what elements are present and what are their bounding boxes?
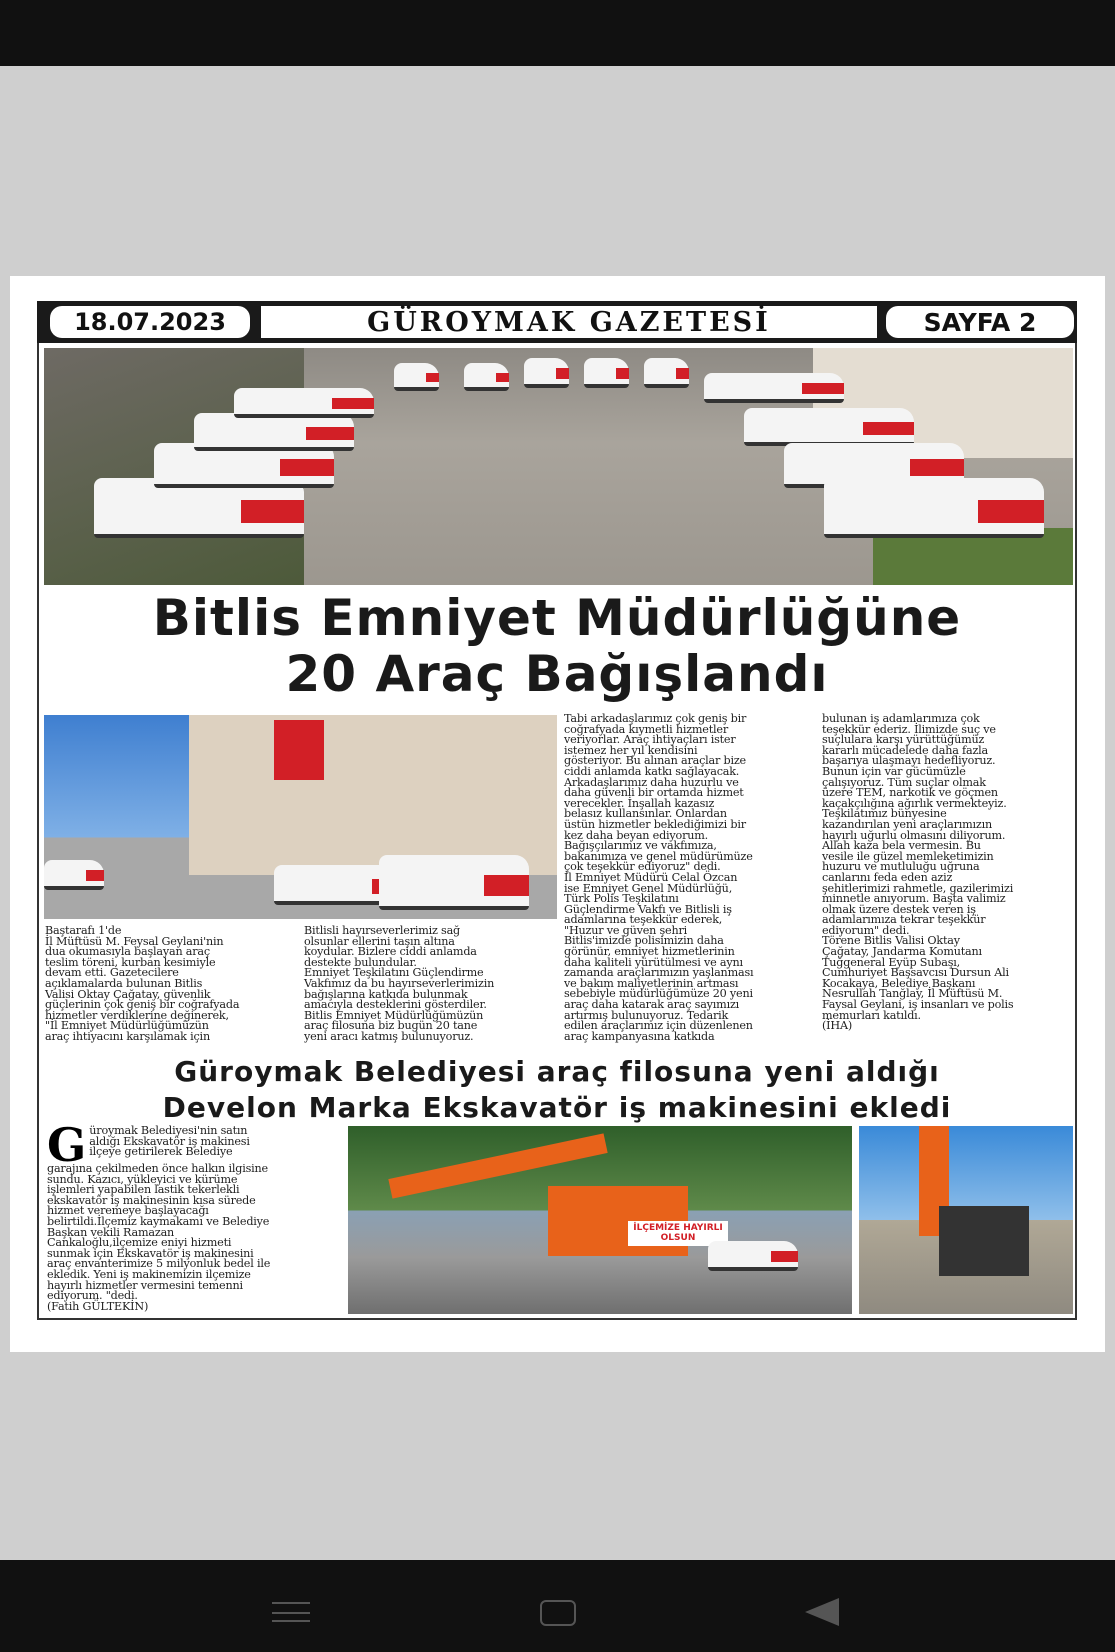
excavator-closeup-photo [859,1126,1073,1314]
navigation-bar [0,1560,1115,1652]
article1-col1: Baştarafı 1'de İl Müftüsü M. Feysal Geylani'nin dua okumasıyla başlayan araç teslim töreni, kurban kesimiyle devam etti. Gazetecilere açıklamalarda bulunan Bitlis Valisi Oktay Çağatay, güvenlik güçlerinin çok geniş bir coğrafyada hizmetler verdiklerine değinerek, "İl Emniyet Müdürlüğümüzün araç ihtiyacını karşılamak için [45,924,240,1043]
headline-1 [40,590,1074,702]
masthead [37,301,1077,343]
headline-2-line1: Güroymak Belediyesi araç filosuna yeni aldığı [174,1055,940,1088]
back-icon[interactable] [805,1598,839,1626]
issue-date: 18.07.2023 [50,306,250,338]
drop-cap: G [47,1118,87,1172]
excavator-photo [348,1126,852,1314]
home-icon[interactable] [540,1600,576,1626]
article1-col2: Bitlisli hayırseverlerimiz sağ olsunlar ellerini taşın altına koydular. Bizlere ciddi anlamda destekte bulundular. Emniyet Teşkilatını Güçlendirme Vakfımız da bu hayırseverlerimizin bağışlarına katkıda bulunmak amacıyla desteklerini gösterdiler. Bitlis Emniyet Müdürlüğümüzün araç filosuna biz bugün 20 tane yeni aracı katmış bulunuyoruz. [304,924,495,1043]
menu-icon[interactable] [272,1602,310,1622]
banner: İLÇEMİZE HAYIRLI OLSUN [628,1221,728,1246]
article2-text: garajına çekilmeden önce halkın ilgisine sundu. Kazıcı, yükleyici ve kürüme işlemleri yapabilen lastik tekerlekli ekskavatör iş makinesinin kısa sürede hizmet veremeye başlayacağı belirtildi.İlçemiz kaymakamı ve Belediye Başkan vekili Ramazan Cankaloğlu,ilçemize eniyi hizmeti sunmak için Ekskavatör iş makinesini araç envanterimize 5 milyonluk bedel ile ekledik. Yeni iş makinemizin ilçemize hayırlı hizmetler vermesini temenni ediyorum. "dedi. (Fatih GÜLTEKİN) [47,1162,271,1313]
status-bar [0,0,1115,66]
police-cars-photo [44,348,1073,585]
headline-1-line2: 20 Araç Bağışlandı [285,645,829,703]
police-building-photo [44,715,557,919]
article2-first-lines: üroymak Belediyesi'nin satın aldığı Ekskavatör iş makinesi ilçeye getirilerek Belediye [89,1124,250,1159]
newspaper-title: GÜROYMAK GAZETESİ [261,306,877,338]
article2-body [47,1118,347,1313]
page-number: SAYFA 2 [886,306,1074,338]
article1-col3: Tabi arkadaşlarımız çok geniş bir coğrafyada kıymetli hizmetler veriyorlar. Araç ihtiyaçları ister istemez her yıl kendisini gösteriyor. Bu alınan araçlar bize ciddi anlamda katkı sağlayacak. Arkadaşlarımız daha huzurlu ve daha güvenli bir ortamda hizmet verecekler. İnşallah kazasız belasız kullansınlar. Onlardan üstün hizmetler beklediğimizi bir kez daha beyan ediyorum. Bağışçılarımız ve vakfımıza, bakanımıza ve genel müdürümüze çok teşekkür ediyoruz" dedi. İl Emniyet Müdürü Celal Özcan ise Emniyet Genel Müdürlüğü, Türk Polis Teşkilatını Güçlendirme Vakfı ve Bitlisli iş adamlarına teşekkür ederek, "Huzur ve güven şehri Bitlis'imizde polisimizin daha görünür, emniyet hizmetlerinin daha kaliteli yürütülmesi ve aynı zamanda araçlarımızın yaşlanması ve bakım maliyetlerinin artması sebebiyle müdürlüğümüze 20 yeni araç daha katarak araç sayımızı artırmış bulunuyoruz. Tedarik edilen araçlarımız için düzenlenen araç kampanyasına katkıda [564,712,754,1043]
article1-col4: bulunan iş adamlarımıza çok teşekkür ederiz. İlimizde suç ve suçlulara karşı yürüttüğümüz kararlı mücadelede daha fazla başarıya ulaşmayı hedefliyoruz. Bunun için var gücümüzle çalışıyoruz. Tüm suçlar olmak üzere TEM, narkotik ve göçmen kaçakçılığına ağırlık vermekteyiz. Teşkilatımız bünyesine kazandırılan yeni araçlarımızın hayırlı uğurlu olmasını diliyorum. Allah kaza bela vermesin. Bu vesile ile güzel memleketimizin huzuru ve mutluluğu uğruna canlarını feda eden aziz şehitlerimizi rahmetle, gazilerimizi minnetle anıyorum. Başta valimiz olmak üzere destek veren iş adamlarımıza tekrar teşekkür ediyorum" dedi. Törene Bitlis Valisi Oktay Çağatay, Jandarma Komutanı Tuğgeneral Eyüp Subaşı, Cumhuriyet Başsavcısı Dursun Ali Kocakaya, Belediye Başkanı Nesrullah Tanğlay, İl Müftüsü M. Faysal Geylani, iş insanları ve polis memurları katıldı. (İHA) [822,712,1014,1033]
headline-1-line1: Bitlis Emniyet Müdürlüğüne [152,589,962,647]
headline-2 [40,1054,1074,1126]
headline-2-line2: Develon Marka Ekskavatör iş makinesini ekledi [162,1091,952,1124]
